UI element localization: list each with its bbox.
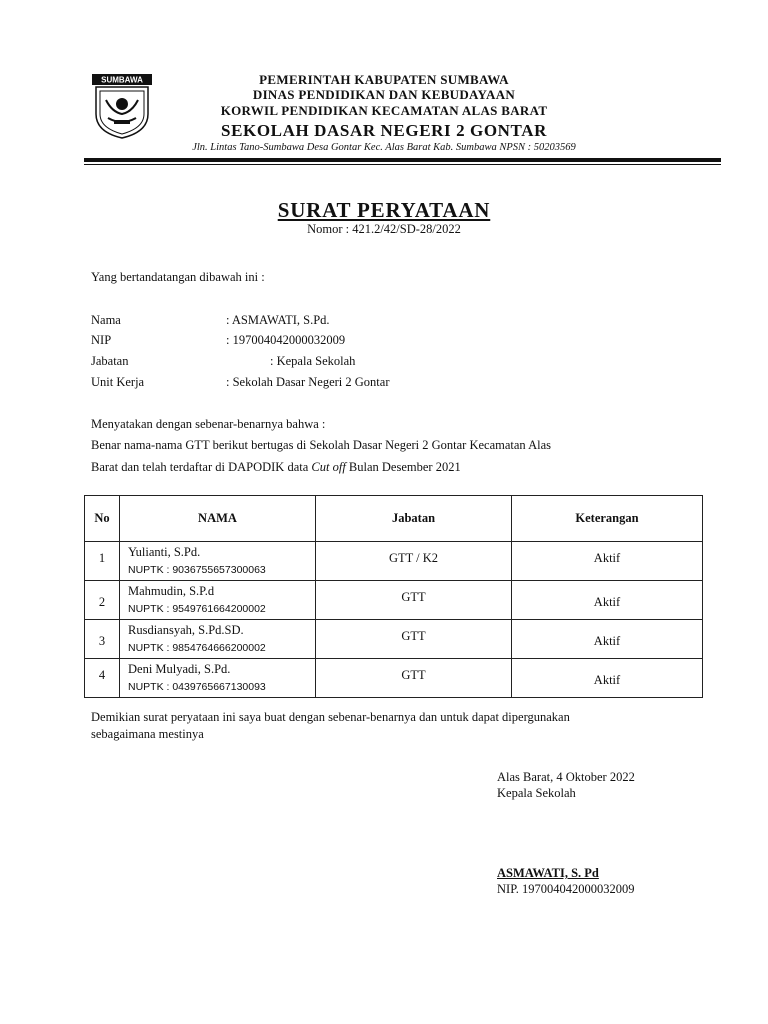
row-nama-text: Deni Mulyadi, S.Pd.: [128, 662, 231, 676]
logo-text: SUMBAWA: [101, 75, 143, 85]
row-jabatan: [316, 620, 512, 659]
header-rule-thin: [84, 164, 721, 165]
row-nuptk-text: NUPTK : 9854764666200002: [128, 642, 266, 654]
field-jabatan-value: : Kepala Sekolah: [270, 354, 356, 368]
row-jabatan: [316, 542, 512, 581]
row-nama: [120, 581, 316, 620]
row-jabatan-text: GTT / K2: [388, 551, 439, 565]
header-line-3: KORWIL PENDIDIKAN KECAMATAN ALAS BARAT: [220, 103, 548, 118]
row-no: [85, 542, 120, 581]
signature-place-date: Alas Barat, 4 Oktober 2022: [497, 770, 635, 784]
field-nama-value: : ASMAWATI, S.Pd.: [226, 313, 330, 327]
table-row: [85, 659, 703, 698]
field-unit-label: Unit Kerja: [91, 375, 145, 389]
row-no: [85, 620, 120, 659]
row-nama-text: Mahmudin, S.P.d: [128, 584, 215, 598]
header-line-1: PEMERINTAH KABUPATEN SUMBAWA: [259, 72, 509, 87]
row-nama-text: Yulianti, S.Pd.: [128, 545, 201, 559]
row-nama: [120, 542, 316, 581]
row-no: [85, 659, 120, 698]
row-nuptk-text: NUPTK : 9549761664200002: [128, 603, 266, 615]
row-keterangan-text: Aktif: [593, 673, 621, 687]
table-header-row: [85, 496, 703, 542]
row-nuptk-text: NUPTK : 9036755657300063: [128, 564, 266, 576]
row-jabatan: [316, 581, 512, 620]
signature-nip: NIP. 197004042000032009: [497, 882, 635, 896]
row-no-text: 1: [98, 551, 106, 565]
row-keterangan-text: Aktif: [593, 551, 621, 565]
row-nama-text: Rusdiansyah, S.Pd.SD.: [128, 623, 244, 637]
school-address: Jln. Lintas Tano-Sumbawa Desa Gontar Kec. Alas Barat Kab. Sumbawa NPSN : 50203569: [192, 142, 576, 153]
field-nama-label: Nama: [91, 313, 121, 327]
row-nama: [120, 620, 316, 659]
field-nip-label: NIP: [91, 333, 112, 347]
signature-name: ASMAWATI, S. Pd: [497, 866, 599, 880]
row-keterangan-text: Aktif: [593, 634, 621, 648]
header-line-2: DINAS PENDIDIKAN DAN KEBUDAYAAN: [252, 87, 516, 102]
header-no: No: [85, 496, 120, 542]
row-keterangan: [512, 542, 703, 581]
school-name: SEKOLAH DASAR NEGERI 2 GONTAR: [221, 121, 547, 140]
field-nip-value: : 197004042000032009: [226, 333, 346, 347]
table-row: [85, 542, 703, 581]
row-keterangan-text: Aktif: [593, 595, 621, 609]
table-row: [85, 620, 703, 659]
row-no-text: 4: [98, 668, 106, 682]
row-no-text: 2: [98, 595, 106, 609]
row-no: [85, 581, 120, 620]
row-keterangan: [512, 620, 703, 659]
gtt-table: [84, 495, 703, 698]
row-no-text: 3: [98, 634, 106, 648]
row-keterangan: [512, 581, 703, 620]
row-jabatan-text: GTT: [401, 629, 426, 643]
statement-line-3b: Bulan Desember 2021: [345, 460, 461, 474]
statement-line-3a: Barat dan telah terdaftar di DAPODIK data: [91, 460, 312, 474]
document-title: SURAT PERYATAAN: [277, 198, 491, 222]
document-number: Nomor : 421.2/42/SD-28/2022: [307, 222, 461, 236]
closing-line-1: Demikian surat peryataan ini saya buat dengan sebenar-benarnya dan untuk dapat dipergunakan: [91, 710, 570, 724]
statement-line-1: Menyatakan dengan sebenar-benarnya bahwa :: [91, 417, 326, 431]
header-jabatan: Jabatan: [316, 496, 512, 542]
closing-line-2: sebagaimana mestinya: [91, 727, 204, 741]
row-jabatan-text: GTT: [401, 590, 426, 604]
statement-line-3: [91, 460, 461, 475]
header-nama: NAMA: [120, 496, 316, 542]
field-unit-value: : Sekolah Dasar Negeri 2 Gontar: [226, 375, 390, 389]
statement-line-2: Benar nama-nama GTT berikut bertugas di Sekolah Dasar Negeri 2 Gontar Kecamatan Alas: [91, 438, 552, 452]
signature-position: Kepala Sekolah: [497, 786, 576, 800]
table-row: [85, 581, 703, 620]
row-nuptk-text: NUPTK : 0439765667130093: [128, 681, 266, 693]
field-jabatan-label: Jabatan: [91, 354, 129, 368]
row-jabatan: [316, 659, 512, 698]
row-jabatan-text: GTT: [401, 668, 426, 682]
cut-off-text: Cut off: [311, 460, 346, 474]
header-keterangan: Keterangan: [512, 496, 703, 542]
row-nama: [120, 659, 316, 698]
intro-text: Yang bertandatangan dibawah ini :: [91, 270, 265, 284]
row-keterangan: [512, 659, 703, 698]
header-rule-thick: [84, 158, 721, 162]
